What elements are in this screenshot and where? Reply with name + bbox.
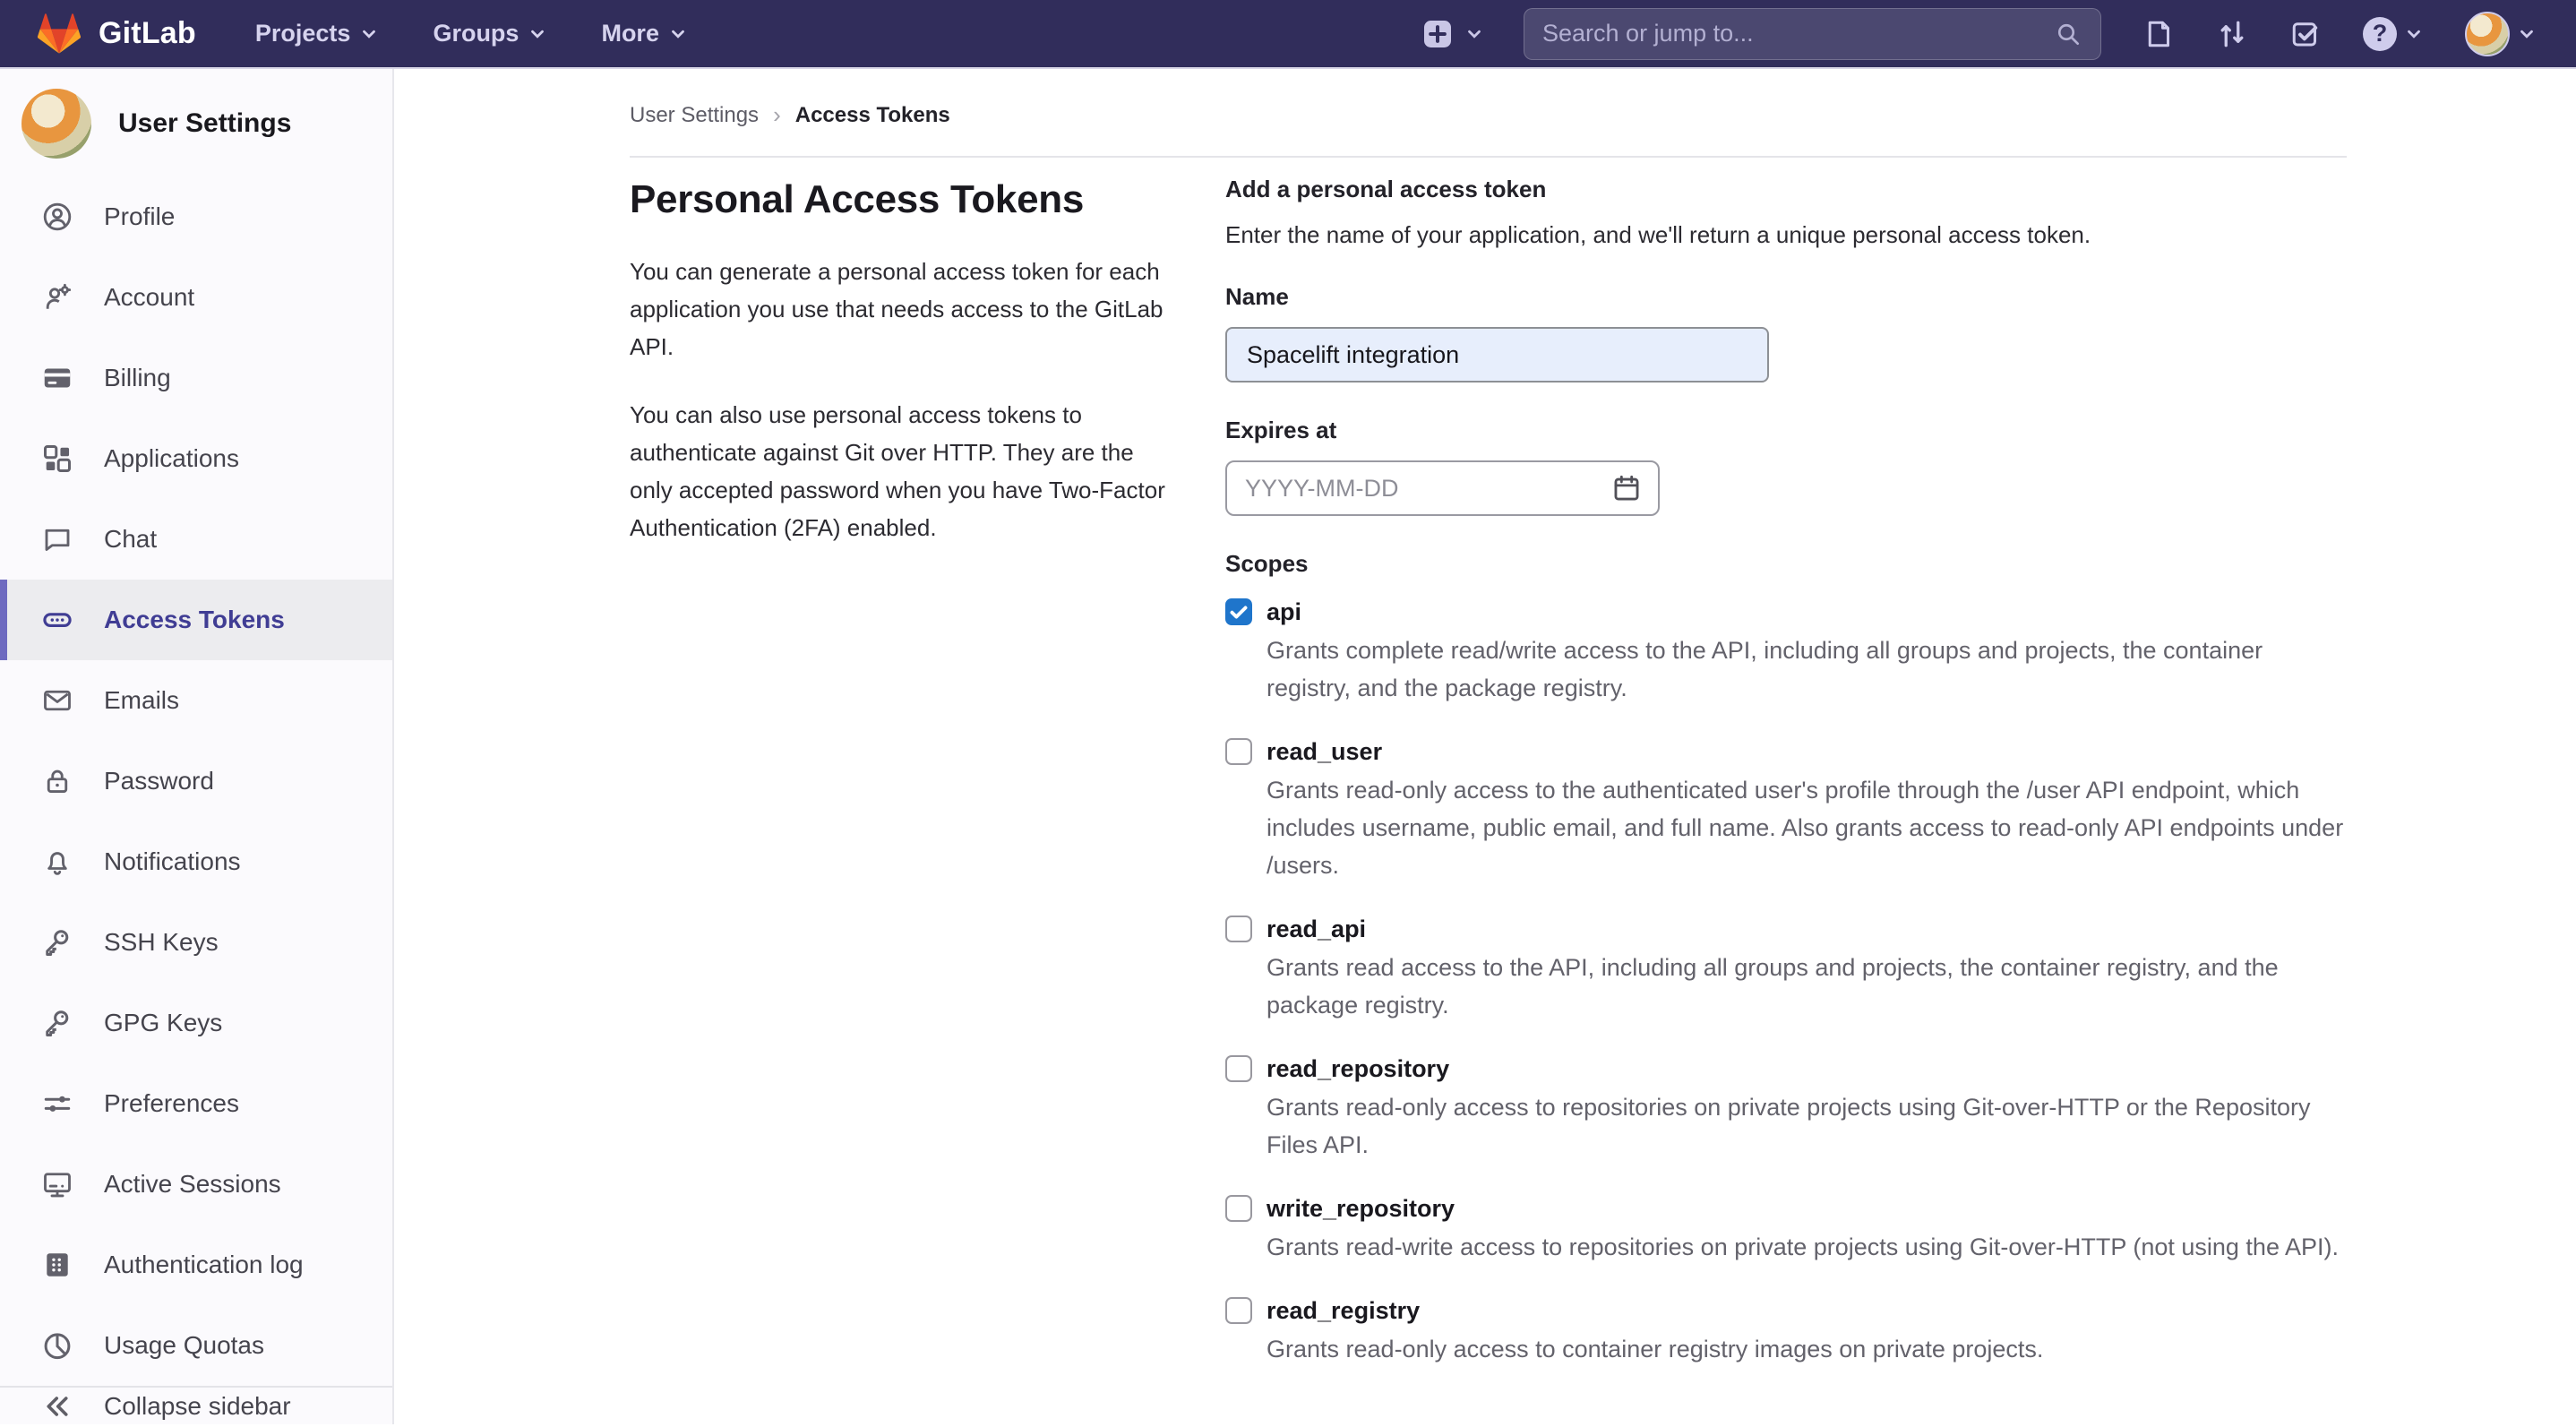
breadcrumb-user-settings[interactable]: User Settings [630,102,760,127]
scope-name[interactable]: api [1267,598,1302,625]
menu-groups[interactable]: Groups [433,20,547,47]
sidebar-item-profile[interactable] [0,176,392,257]
sidebar-item-label: Account [104,283,195,311]
scope-name[interactable]: read_repository [1267,1055,1450,1082]
plus-icon [1420,16,1455,52]
avatar [21,89,91,159]
sidebar-item-emails[interactable] [0,660,392,741]
sidebar-title: User Settings [118,108,292,138]
sidebar-nav [0,176,392,1386]
sidebar-item-label: SSH Keys [104,928,219,956]
sidebar-item-account[interactable] [0,257,392,338]
sidebar-item-icon [41,1007,73,1039]
menu-projects[interactable]: Projects [255,20,380,47]
brand-name: GitLab [99,16,196,50]
intro-paragraph: You can generate a personal access token for each application you use that needs access to the GitLab API. [630,258,1163,360]
sidebar-item-access-tokens[interactable] [0,580,392,660]
scope-description: Grants read-only access to repositories on private projects using Git-over-HTTP or the Repository Files API. [1267,1094,2311,1158]
collapse-icon [41,1390,73,1423]
sidebar-item-active-sessions[interactable] [0,1144,392,1225]
scope-checkbox[interactable] [1225,916,1252,942]
sidebar-item-icon [41,765,73,797]
breadcrumb-access-tokens[interactable]: Access Tokens [794,102,950,127]
avatar [2465,12,2510,56]
collapse-label: Collapse sidebar [104,1391,291,1420]
sidebar-item-label: Notifications [104,847,241,875]
gitlab-logo[interactable] [36,13,196,56]
scope-name[interactable]: read_api [1267,916,1367,942]
merge-request-icon[interactable] [2216,18,2248,50]
sidebar-item-gpg-keys[interactable] [0,983,392,1063]
user-menu[interactable] [2465,12,2537,56]
calendar-icon[interactable] [1611,473,1642,503]
chevron-down-icon [359,24,379,44]
sidebar-item-icon [41,926,73,958]
sidebar-item-icon [41,523,73,555]
token-form-column [1225,158,2347,1395]
page-description-column [630,158,1176,1395]
breadcrumb-separator: › [773,101,781,128]
global-search[interactable] [1524,8,2101,60]
sidebar-item-notifications[interactable] [0,821,392,902]
help-icon: ? [2363,17,2397,51]
todo-icon[interactable] [2289,18,2322,50]
scopes-list [1225,594,2347,1368]
sidebar-item-preferences[interactable] [0,1063,392,1144]
sidebar-item-icon [41,443,73,475]
scope-row-read_repository [1225,1051,2347,1164]
sidebar-item-icon [41,1087,73,1120]
scope-row-read_api [1225,911,2347,1024]
scope-description: Grants read-only access to container registry images on private projects. [1267,1336,2044,1363]
sidebar-item-icon [41,362,73,394]
expires-label: Expires at [1225,417,1337,443]
expires-at-field[interactable] [1225,460,1660,516]
chevron-down-icon [1464,24,1484,44]
scope-description: Grants read access to the API, including all groups and projects, the container registry, and the package registry. [1267,954,2279,1019]
sidebar-item-label: Password [104,767,214,795]
navbar-icon-group [2142,12,2537,56]
scope-row-read_user [1225,734,2347,884]
sidebar-item-billing[interactable] [0,338,392,418]
sidebar-item-label: Authentication log [104,1251,304,1278]
sidebar-item-label: Preferences [104,1089,239,1117]
scope-row-read_registry [1225,1293,2347,1368]
scopes-label: Scopes [1225,550,1309,577]
chevron-down-icon [668,24,688,44]
expires-at-input[interactable] [1227,462,1611,514]
sidebar-item-label: Chat [104,525,158,553]
sidebar-item-icon [41,1329,73,1362]
issues-icon[interactable] [2142,18,2175,50]
scope-description: Grants complete read/write access to the API, including all groups and projects, the container registry, and the package registry. [1267,637,2263,701]
sidebar-item-icon [41,1168,73,1200]
form-section-subtitle: Enter the name of your application, and we'll return a unique personal access token. [1225,221,2091,248]
search-icon [2054,20,2082,48]
token-name-input[interactable] [1225,327,1769,383]
chevron-down-icon [2517,24,2537,44]
sidebar-item-icon [41,281,73,314]
sidebar-item-icon [41,201,73,233]
sidebar-item-password[interactable] [0,741,392,821]
sidebar-item-label: Usage Quotas [104,1331,264,1359]
page-title: Personal Access Tokens [630,177,1084,221]
navbar-menus [255,20,688,47]
sidebar-item-icon [41,684,73,717]
sidebar-item-applications[interactable] [0,418,392,499]
sidebar-item-label: Access Tokens [104,606,285,633]
form-section-title: Add a personal access token [1225,176,1547,202]
help-menu[interactable] [2363,17,2424,51]
sidebar-item-label: Emails [104,686,180,714]
sidebar-item-icon [41,604,73,636]
chevron-down-icon [528,24,547,44]
collapse-sidebar-button[interactable] [0,1386,392,1424]
sidebar-item-label: Active Sessions [104,1170,281,1198]
sidebar-item-icon [41,846,73,878]
scope-checkbox[interactable] [1225,1195,1252,1222]
intro-paragraph: You can also use personal access tokens to authenticate against Git over HTTP. They are the only accepted password when you have Two-Factor Authentication (2FA) enabled. [630,401,1165,541]
scope-name[interactable]: read_user [1267,738,1383,765]
breadcrumb [630,69,2347,129]
scope-checkbox[interactable] [1225,1055,1252,1082]
scope-checkbox[interactable] [1225,598,1252,625]
scope-description: Grants read-only access to the authenticated user's profile through the /user API endpoint, which includes username, public email, and full name. Also grants access to read-only API endpoints under /users. [1267,777,2344,879]
scope-checkbox[interactable] [1225,738,1252,765]
new-item-menu[interactable] [1420,16,1484,52]
sidebar-item-label: Profile [104,202,176,230]
scope-description: Grants read-write access to repositories on private projects using Git-over-HTTP (not using the API). [1267,1234,2339,1260]
sidebar-item-usage-quotas[interactable] [0,1305,392,1386]
check-icon [1228,601,1249,623]
scope-checkbox[interactable] [1225,1297,1252,1324]
menu-more[interactable]: More [601,20,688,47]
sidebar-item-label: Billing [104,364,171,391]
chevron-down-icon [2404,24,2424,44]
search-input[interactable] [1542,20,2054,47]
scope-row-api [1225,594,2347,707]
sidebar-item-label: Applications [104,444,239,472]
sidebar-item-label: GPG Keys [104,1009,223,1036]
scope-row-write_repository [1225,1191,2347,1266]
settings-sidebar [0,69,394,1424]
sidebar-header [0,69,392,176]
sidebar-item-ssh-keys[interactable] [0,902,392,983]
top-navbar [0,0,2576,69]
sidebar-item-chat[interactable] [0,499,392,580]
name-label: Name [1225,283,1289,310]
scope-name[interactable]: write_repository [1267,1195,1455,1222]
tanuki-icon [36,13,82,56]
sidebar-item-icon [41,1249,73,1281]
main-content [394,69,2576,1424]
scope-name[interactable]: read_registry [1267,1297,1421,1324]
sidebar-item-authentication-log[interactable] [0,1225,392,1305]
